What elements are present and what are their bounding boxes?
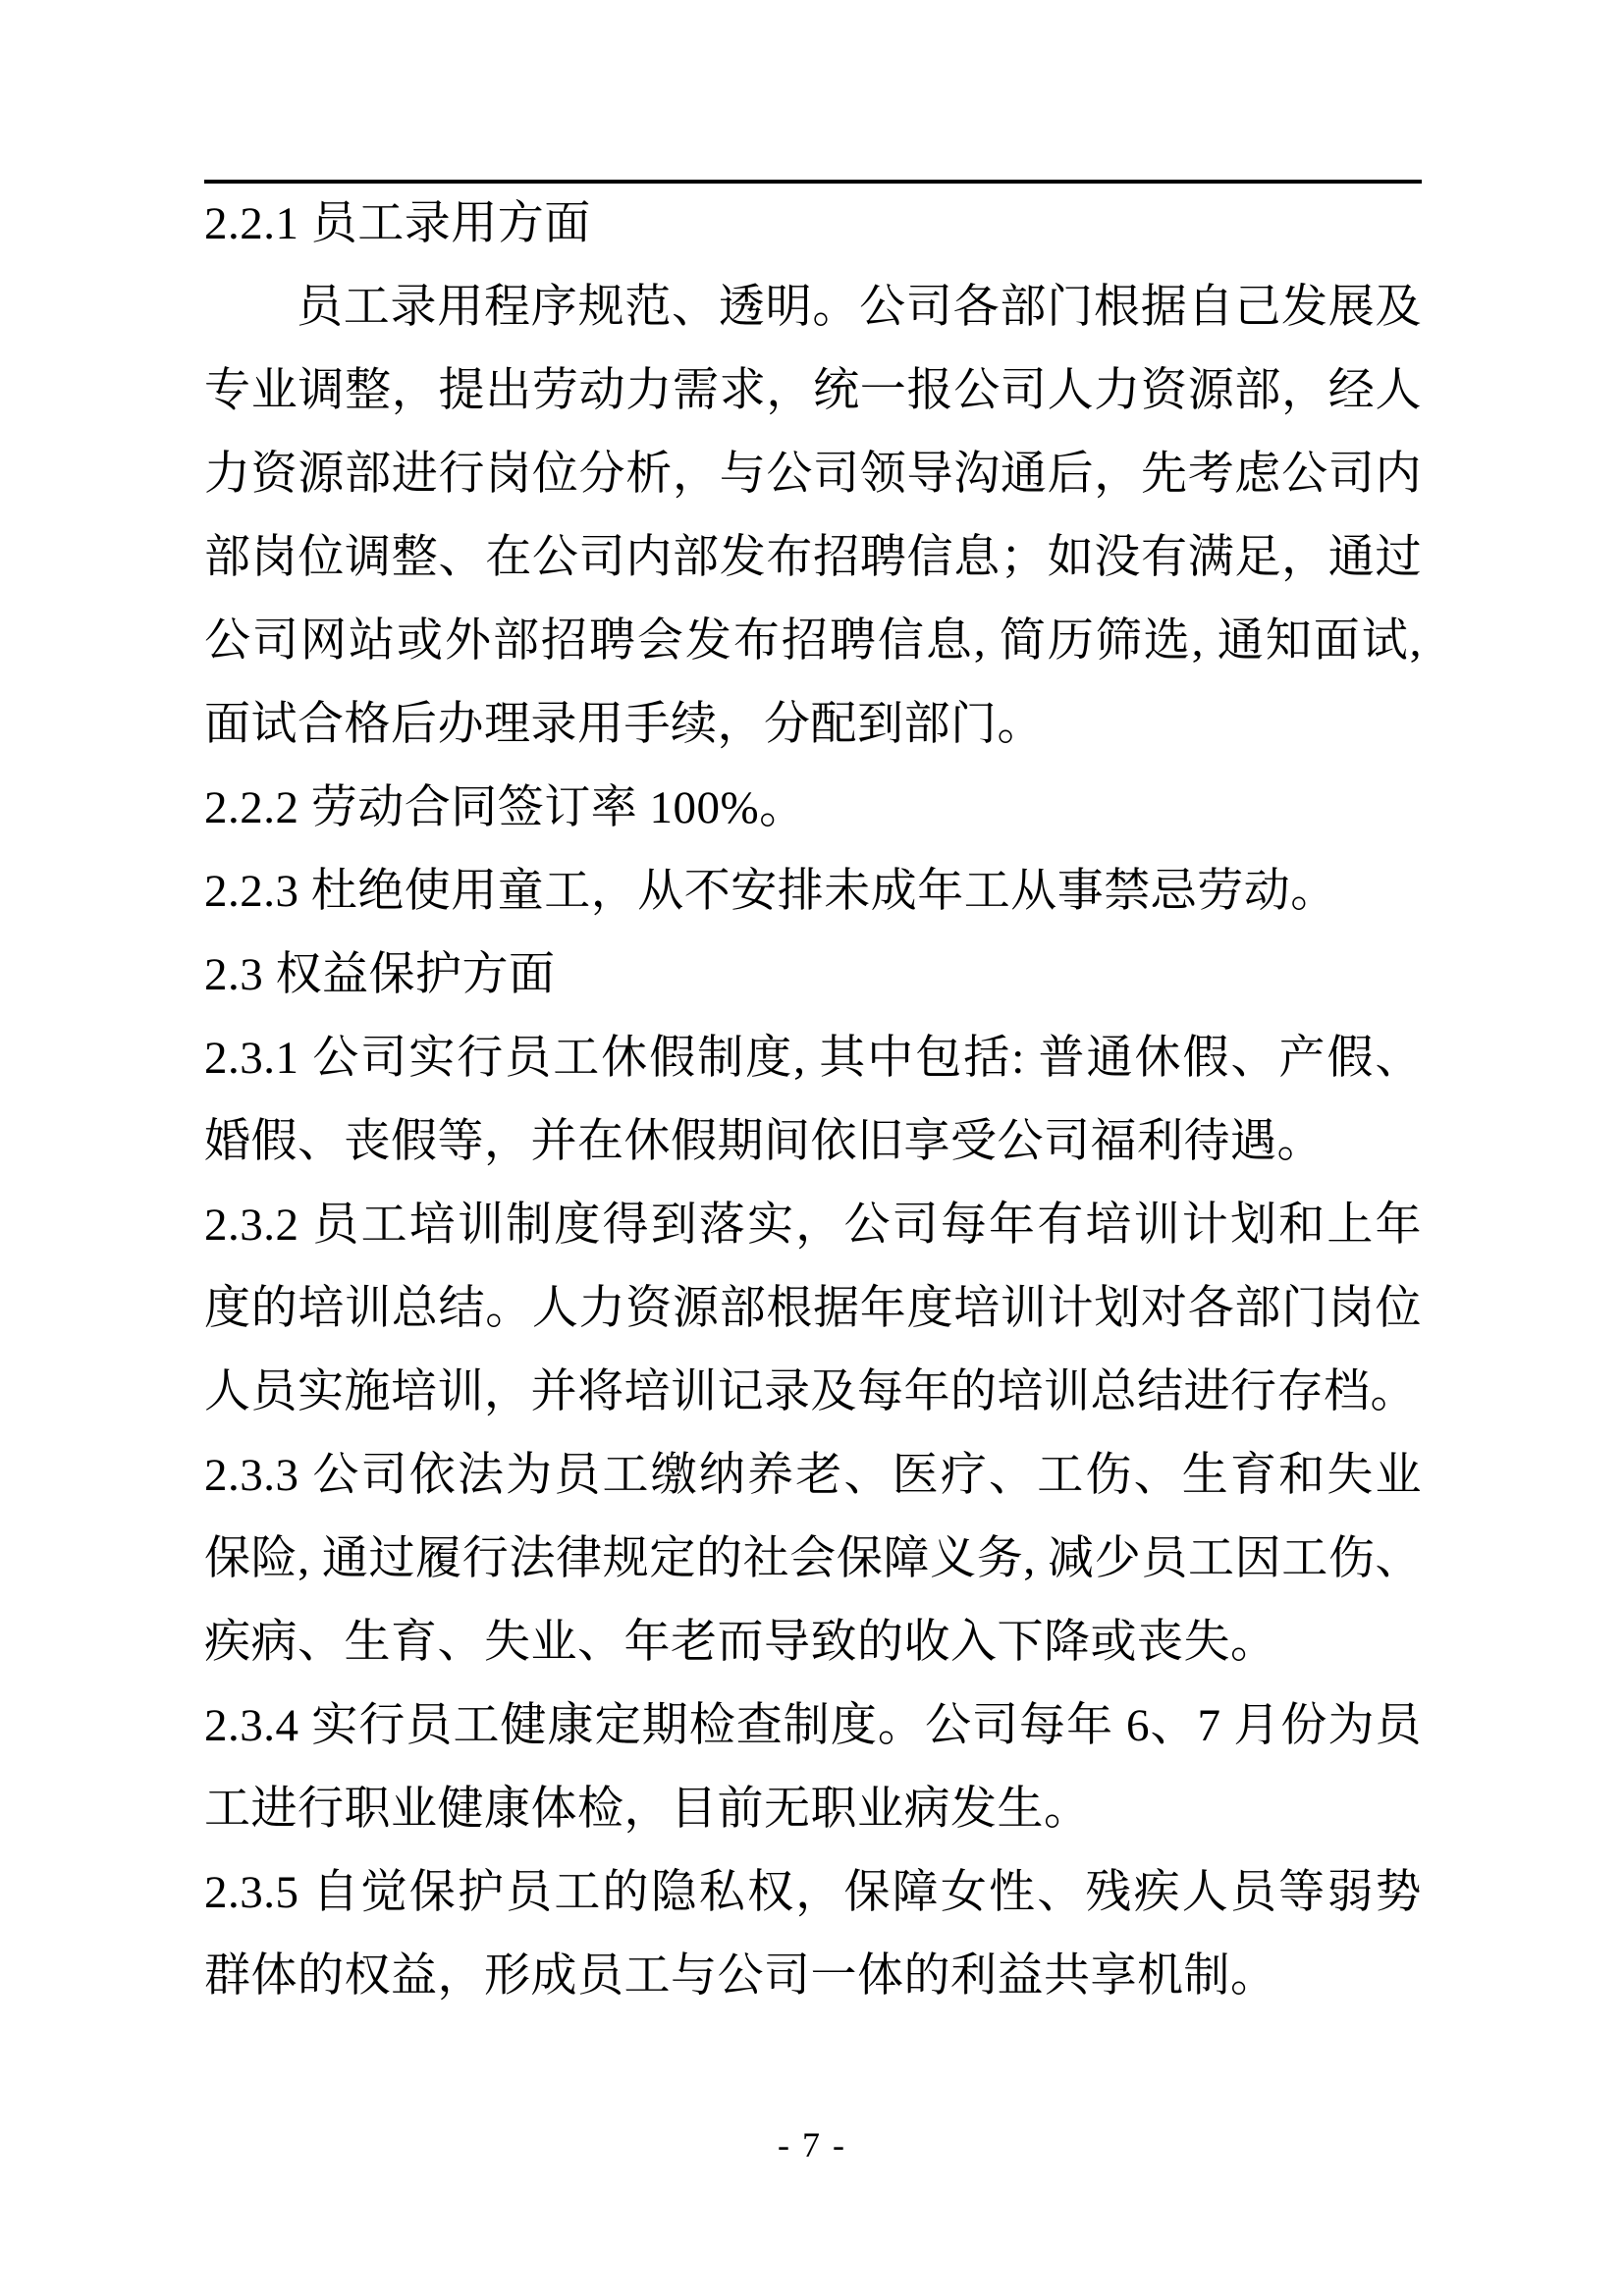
page-number: - 7 - <box>778 2125 846 2164</box>
item-2-2-3: 2.2.3 杜绝使用童工，从不安排未成年工从事禁忌劳动。 <box>204 866 1337 917</box>
item-2-3-1: 2.3.1 公司实行员工休假制度, 其中包括: 普通休假、产假、婚假、丧假等，并在休假期间依旧享受公司福利待遇。 <box>204 1033 1422 1167</box>
item-2-3-5: 2.3.5 自觉保护员工的隐私权，保障女性、残疾人员等弱势群体的权益，形成员工与公司一体的利益共享机制。 <box>204 1867 1422 2002</box>
item-2-2-2: 2.2.2 劳动合同签订率 100%。 <box>204 782 806 833</box>
heading-2-2-1: 2.2.1 员工录用方面 <box>204 198 591 249</box>
para-2-2-1-body: 员工录用程序规范、透明。公司各部门根据自己发展及专业调整，提出劳动力需求，统一报公司人力资源部，经人力资源部进行岗位分析，与公司领导沟通后，先考虑公司内部岗位调整、在公司内部发布招聘信息；如没有满足，通过公司网站或外部招聘会发布招聘信息, 简历筛选, 通知面试, 面试合格后办理录用手续，分配到部门。 <box>204 282 1422 750</box>
item-2-3-2: 2.3.2 员工培训制度得到落实，公司每年有培训计划和上年度的培训总结。人力资源部根据年度培训计划对各部门岗位人员实施培训，并将培训记录及每年的培训总结进行存档。 <box>204 1200 1422 1417</box>
item-2-3-3: 2.3.3 公司依法为员工缴纳养老、医疗、工伤、生育和失业保险, 通过履行法律规定的社会保障义务, 减少员工因工伤、疾病、生育、失业、年老而导致的收入下降或丧失。 <box>204 1450 1422 1668</box>
item-2-3-4: 2.3.4 实行员工健康定期检查制度。公司每年 6、7 月份为员工进行职业健康体检，目前无职业病发生。 <box>204 1700 1422 1835</box>
document-body <box>204 183 1422 2018</box>
heading-2-3: 2.3 权益保护方面 <box>204 949 556 1000</box>
